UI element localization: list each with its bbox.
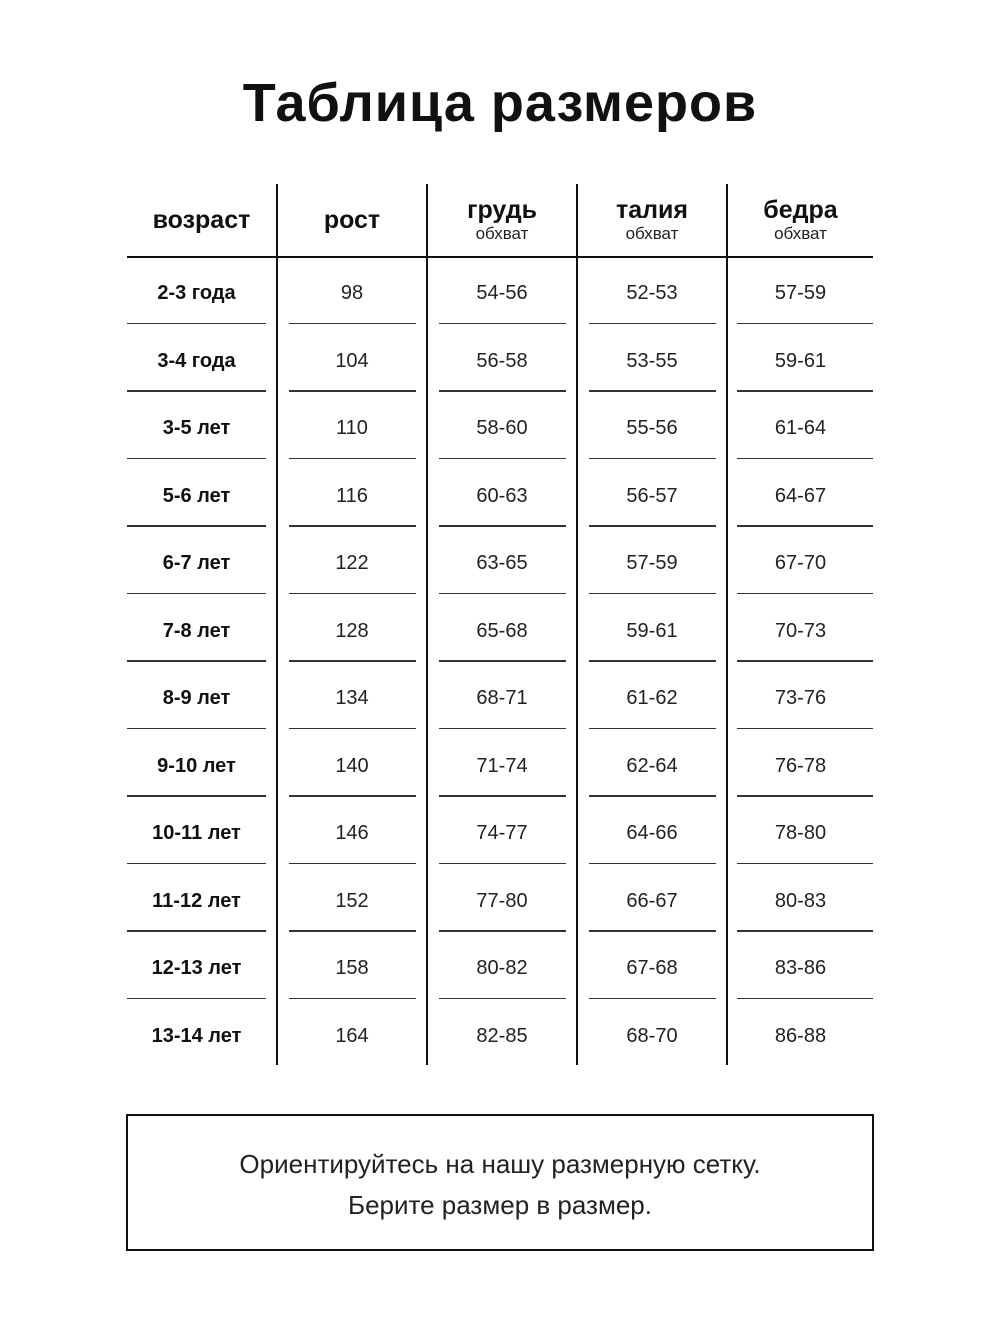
hips-cell: [728, 528, 873, 594]
row-underline: [127, 593, 266, 595]
row-underline: [127, 795, 266, 797]
row-underline: [289, 390, 416, 392]
cell-value: 8-9 лет: [162, 687, 231, 709]
cell-value: 56-57: [626, 484, 678, 507]
chest-cell: [428, 798, 576, 864]
table-row: [127, 933, 873, 1001]
row-underline: [737, 390, 873, 392]
chest-cell: [428, 1001, 576, 1067]
cell-value: 57-59: [774, 282, 827, 304]
hips-cell: [728, 663, 873, 729]
cell-value: 67-68: [626, 957, 678, 979]
cell-value: 59-61: [626, 619, 678, 642]
note-line-2: Берите размер в размер.: [348, 1190, 652, 1220]
chest-cell: [428, 528, 576, 594]
height-cell: [278, 326, 426, 392]
chest-cell: [428, 663, 576, 729]
row-underline: [289, 525, 416, 527]
cell-value: 134: [335, 687, 369, 709]
cell-value: 104: [335, 349, 369, 372]
cell-value: 59-61: [774, 349, 827, 372]
hips-cell: [728, 596, 873, 662]
size-table: [127, 184, 873, 1065]
cell-value: 70-73: [774, 619, 827, 642]
cell-value: 98: [340, 282, 364, 304]
row-underline: [589, 390, 716, 392]
row-underline: [439, 728, 566, 730]
chest-cell: [428, 258, 576, 324]
cell-value: 62-64: [626, 754, 678, 777]
cell-value: 77-80: [476, 889, 528, 912]
row-underline: [439, 998, 566, 1000]
cell-value: 146: [335, 822, 369, 844]
cell-value: 7-8 лет: [162, 619, 231, 642]
row-underline: [439, 863, 566, 865]
header-height: [278, 184, 426, 256]
age-cell: [127, 933, 266, 999]
cell-value: 3-4 года: [157, 349, 236, 372]
hips-cell: [728, 393, 873, 459]
row-underline: [737, 458, 873, 460]
row-underline: [589, 525, 716, 527]
table-row: [127, 1001, 873, 1069]
row-underline: [439, 390, 566, 392]
row-underline: [589, 593, 716, 595]
waist-cell: [578, 731, 726, 797]
chest-cell: [428, 326, 576, 392]
row-underline: [439, 525, 566, 527]
row-underline: [289, 930, 416, 932]
age-cell: [127, 596, 266, 662]
row-underline: [289, 458, 416, 460]
height-cell: [278, 393, 426, 459]
note-box: [126, 1114, 874, 1251]
cell-value: 11-12 лет: [152, 889, 241, 912]
cell-value: 6-7 лет: [162, 552, 231, 574]
cell-value: 116: [336, 484, 368, 507]
cell-value: 73-76: [774, 687, 827, 709]
row-underline: [589, 323, 716, 325]
waist-cell: [578, 798, 726, 864]
age-cell: [127, 528, 266, 594]
age-cell: [127, 663, 266, 729]
waist-cell: [578, 933, 726, 999]
row-underline: [439, 660, 566, 662]
height-cell: [278, 798, 426, 864]
row-underline: [737, 525, 873, 527]
waist-cell: [578, 326, 726, 392]
row-underline: [289, 728, 416, 730]
table-row: [127, 461, 873, 529]
page-title: Таблица размеров: [242, 73, 758, 133]
cell-value: 80-83: [774, 889, 827, 912]
row-underline: [289, 593, 416, 595]
row-underline: [737, 998, 873, 1000]
row-underline: [589, 660, 716, 662]
table-row: [127, 663, 873, 731]
cell-value: 158: [335, 957, 369, 979]
header-label: рост: [323, 206, 381, 234]
cell-value: 80-82: [476, 957, 528, 979]
row-underline: [127, 323, 266, 325]
header-waist: [578, 184, 726, 256]
hips-cell: [728, 326, 873, 392]
row-underline: [737, 930, 873, 932]
table-row: [127, 731, 873, 799]
cell-value: 76-78: [774, 754, 827, 777]
row-underline: [289, 863, 416, 865]
age-cell: [127, 731, 266, 797]
row-underline: [737, 660, 873, 662]
row-underline: [127, 458, 266, 460]
waist-cell: [578, 1001, 726, 1067]
waist-cell: [578, 528, 726, 594]
table-row: [127, 798, 873, 866]
row-underline: [589, 458, 716, 460]
cell-value: 64-66: [626, 822, 678, 844]
cell-value: 66-67: [626, 889, 678, 912]
table-row: [127, 528, 873, 596]
cell-value: 12-13 лет: [151, 957, 242, 979]
row-underline: [289, 795, 416, 797]
cell-value: 140: [335, 754, 369, 777]
waist-cell: [578, 663, 726, 729]
row-underline: [127, 660, 266, 662]
cell-value: 5-6 лет: [162, 484, 231, 507]
row-underline: [127, 998, 266, 1000]
row-underline: [439, 930, 566, 932]
cell-value: 61-62: [626, 687, 678, 709]
chest-cell: [428, 596, 576, 662]
row-underline: [737, 323, 873, 325]
cell-value: 82-85: [476, 1024, 528, 1047]
row-underline: [737, 728, 873, 730]
row-underline: [289, 660, 416, 662]
height-cell: [278, 1001, 426, 1067]
cell-value: 55-56: [626, 417, 678, 439]
waist-cell: [578, 866, 726, 932]
row-underline: [737, 863, 873, 865]
header-sublabel: обхват: [475, 224, 529, 243]
cell-value: 78-80: [774, 822, 827, 844]
row-underline: [127, 863, 266, 865]
cell-value: 2-3 года: [157, 282, 236, 304]
height-cell: [278, 866, 426, 932]
cell-value: 63-65: [476, 552, 528, 574]
table-row: [127, 258, 873, 326]
row-underline: [589, 998, 716, 1000]
row-underline: [737, 795, 873, 797]
cell-value: 110: [336, 417, 368, 439]
cell-value: 13-14 лет: [151, 1024, 242, 1047]
waist-cell: [578, 461, 726, 527]
height-cell: [278, 528, 426, 594]
chest-cell: [428, 461, 576, 527]
cell-value: 54-56: [476, 282, 528, 304]
height-cell: [278, 596, 426, 662]
table-row: [127, 326, 873, 394]
hips-cell: [728, 798, 873, 864]
age-cell: [127, 326, 266, 392]
cell-value: 10-11 лет: [152, 822, 241, 844]
cell-value: 68-70: [626, 1024, 678, 1047]
cell-value: 86-88: [774, 1024, 827, 1047]
row-underline: [127, 930, 266, 932]
row-underline: [439, 795, 566, 797]
cell-value: 64-67: [774, 484, 827, 507]
header-label: талия: [616, 196, 688, 224]
row-underline: [439, 458, 566, 460]
header-label: грудь: [467, 196, 537, 224]
chest-cell: [428, 866, 576, 932]
header-label: бедра: [763, 196, 838, 224]
waist-cell: [578, 596, 726, 662]
row-underline: [589, 930, 716, 932]
row-underline: [589, 795, 716, 797]
chest-cell: [428, 933, 576, 999]
header-label: возраст: [152, 206, 251, 234]
cell-value: 61-64: [774, 417, 827, 439]
hips-cell: [728, 258, 873, 324]
table-row: [127, 596, 873, 664]
age-cell: [127, 393, 266, 459]
hips-cell: [728, 461, 873, 527]
table-row: [127, 866, 873, 934]
row-underline: [737, 593, 873, 595]
cell-value: 57-59: [626, 552, 678, 574]
height-cell: [278, 663, 426, 729]
header-chest: [428, 184, 576, 256]
height-cell: [278, 933, 426, 999]
age-cell: [127, 798, 266, 864]
chest-cell: [428, 393, 576, 459]
cell-value: 3-5 лет: [162, 417, 231, 439]
hips-cell: [728, 1001, 873, 1067]
cell-value: 65-68: [476, 619, 528, 642]
header-sublabel: обхват: [625, 224, 679, 243]
hips-cell: [728, 866, 873, 932]
header-hips: [728, 184, 873, 256]
row-underline: [289, 998, 416, 1000]
waist-cell: [578, 393, 726, 459]
row-underline: [439, 593, 566, 595]
header-age: [127, 184, 276, 256]
chest-cell: [428, 731, 576, 797]
cell-value: 71-74: [476, 754, 528, 777]
hips-cell: [728, 731, 873, 797]
cell-value: 68-71: [476, 687, 528, 709]
header-sublabel: обхват: [774, 224, 827, 243]
cell-value: 9-10 лет: [157, 754, 236, 777]
waist-cell: [578, 258, 726, 324]
row-underline: [289, 323, 416, 325]
height-cell: [278, 731, 426, 797]
cell-value: 60-63: [476, 484, 528, 507]
cell-value: 152: [335, 889, 369, 912]
height-cell: [278, 461, 426, 527]
table-row: [127, 393, 873, 461]
age-cell: [127, 866, 266, 932]
cell-value: 67-70: [774, 552, 827, 574]
cell-value: 58-60: [476, 417, 528, 439]
row-underline: [439, 323, 566, 325]
row-underline: [127, 390, 266, 392]
cell-value: 164: [335, 1024, 369, 1047]
row-underline: [589, 863, 716, 865]
cell-value: 128: [335, 619, 369, 642]
cell-value: 52-53: [626, 282, 678, 304]
age-cell: [127, 1001, 266, 1067]
row-underline: [127, 728, 266, 730]
cell-value: 53-55: [626, 349, 678, 372]
cell-value: 74-77: [476, 822, 528, 844]
height-cell: [278, 258, 426, 324]
row-underline: [589, 728, 716, 730]
hips-cell: [728, 933, 873, 999]
age-cell: [127, 461, 266, 527]
cell-value: 56-58: [476, 349, 528, 372]
cell-value: 83-86: [774, 957, 827, 979]
row-underline: [127, 525, 266, 527]
note-line-1: Ориентируйтесь на нашу размерную сетку.: [239, 1149, 761, 1179]
cell-value: 122: [335, 552, 369, 574]
age-cell: [127, 258, 266, 324]
